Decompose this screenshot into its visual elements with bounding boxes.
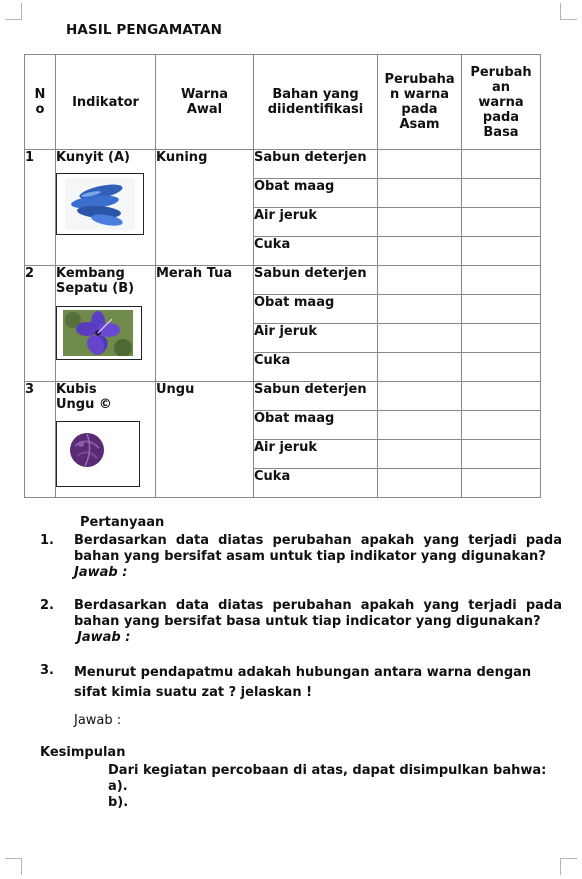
base-change-cell[interactable]: [462, 469, 541, 498]
base-change-cell[interactable]: [462, 150, 541, 179]
conclusion-point-b: b).: [108, 795, 129, 810]
indicator-name: Kunyit (A): [56, 150, 130, 165]
acid-change-cell[interactable]: [378, 440, 462, 469]
acid-change-cell[interactable]: [378, 469, 462, 498]
hibiscus-flower-photo-icon: [56, 306, 142, 360]
table-row: [25, 150, 541, 179]
header-bahan: Bahan yang diidentifikasi: [254, 55, 378, 150]
material-cell: Sabun deterjen: [254, 266, 378, 295]
crop-mark-top-right: [560, 3, 577, 20]
material-cell: Obat maag: [254, 411, 378, 440]
acid-change-cell[interactable]: [378, 208, 462, 237]
acid-change-cell[interactable]: [378, 382, 462, 411]
answer-label: Jawab :: [74, 565, 128, 580]
header-warna-awal: Warna Awal: [156, 55, 254, 150]
table-header-row: [25, 55, 541, 150]
material-cell: Obat maag: [254, 179, 378, 208]
material-cell: Cuka: [254, 469, 378, 498]
material-cell: Air jeruk: [254, 440, 378, 469]
acid-change-cell[interactable]: [378, 266, 462, 295]
answer-label: Jawab :: [74, 713, 122, 728]
questions-heading: Pertanyaan: [80, 515, 165, 530]
material-cell: Sabun deterjen: [254, 382, 378, 411]
header-asam: Perubaha n warna pada Asam: [378, 55, 462, 150]
conclusion-point-a: a).: [108, 779, 128, 794]
table-row: [25, 266, 541, 295]
crop-mark-top-left: [5, 3, 22, 20]
material-cell: Cuka: [254, 353, 378, 382]
page-title: HASIL PENGAMATAN: [66, 22, 223, 38]
answer-label: Jawab :: [77, 630, 131, 645]
material-cell: Air jeruk: [254, 324, 378, 353]
indicator-name: Kembang Sepatu (B): [56, 266, 135, 296]
acid-change-cell[interactable]: [378, 237, 462, 266]
acid-change-cell[interactable]: [378, 295, 462, 324]
initial-color: Kuning: [156, 150, 254, 266]
header-indikator: Indikator: [56, 55, 156, 150]
acid-change-cell[interactable]: [378, 411, 462, 440]
material-cell: Obat maag: [254, 295, 378, 324]
base-change-cell[interactable]: [462, 324, 541, 353]
base-change-cell[interactable]: [462, 382, 541, 411]
row-number: 1: [25, 150, 56, 266]
material-cell: Cuka: [254, 237, 378, 266]
acid-change-cell[interactable]: [378, 353, 462, 382]
indicator-cell: [56, 382, 156, 498]
base-change-cell[interactable]: [462, 353, 541, 382]
question-2-text: Berdasarkan data diatas perubahan apakah yang terjadi pada bahan yang bersifat basa untuk tiap indicator yang digunakan?: [74, 598, 562, 629]
table-row: [25, 382, 541, 411]
base-change-cell[interactable]: [462, 440, 541, 469]
indicator-cell: [56, 266, 156, 382]
blue-turmeric-photo-icon: [56, 173, 144, 235]
acid-change-cell[interactable]: [378, 150, 462, 179]
observation-table: [24, 54, 541, 498]
crop-mark-bottom-right: [560, 858, 577, 875]
header-no: N o: [25, 55, 56, 150]
question-number: 2.: [40, 598, 54, 613]
indicator-cell: [56, 150, 156, 266]
row-number: 2: [25, 266, 56, 382]
base-change-cell[interactable]: [462, 208, 541, 237]
initial-color: Ungu: [156, 382, 254, 498]
material-cell: Sabun deterjen: [254, 150, 378, 179]
base-change-cell[interactable]: [462, 295, 541, 324]
header-basa: Perubah an warna pada Basa: [462, 55, 541, 150]
conclusion-intro: Dari kegiatan percobaan di atas, dapat disimpulkan bahwa:: [108, 763, 547, 778]
base-change-cell[interactable]: [462, 237, 541, 266]
row-number: 3: [25, 382, 56, 498]
red-cabbage-photo-icon: [56, 421, 140, 487]
base-change-cell[interactable]: [462, 179, 541, 208]
base-change-cell[interactable]: [462, 266, 541, 295]
base-change-cell[interactable]: [462, 411, 541, 440]
question-1-text: Berdasarkan data diatas perubahan apakah yang terjadi pada bahan yang bersifat asam untuk tiap indikator yang digunakan?: [74, 533, 562, 564]
question-number: 1.: [40, 533, 54, 548]
material-cell: Air jeruk: [254, 208, 378, 237]
question-number: 3.: [40, 663, 54, 678]
conclusion-heading: Kesimpulan: [40, 745, 126, 760]
indicator-name: Kubis Ungu ©: [56, 382, 112, 412]
crop-mark-bottom-left: [5, 858, 22, 875]
question-3-text: Menurut pendapatmu adakah hubungan antara warna dengan sifat kimia suatu zat ? jelaskan !: [74, 665, 532, 700]
acid-change-cell[interactable]: [378, 179, 462, 208]
initial-color: Merah Tua: [156, 266, 254, 382]
acid-change-cell[interactable]: [378, 324, 462, 353]
